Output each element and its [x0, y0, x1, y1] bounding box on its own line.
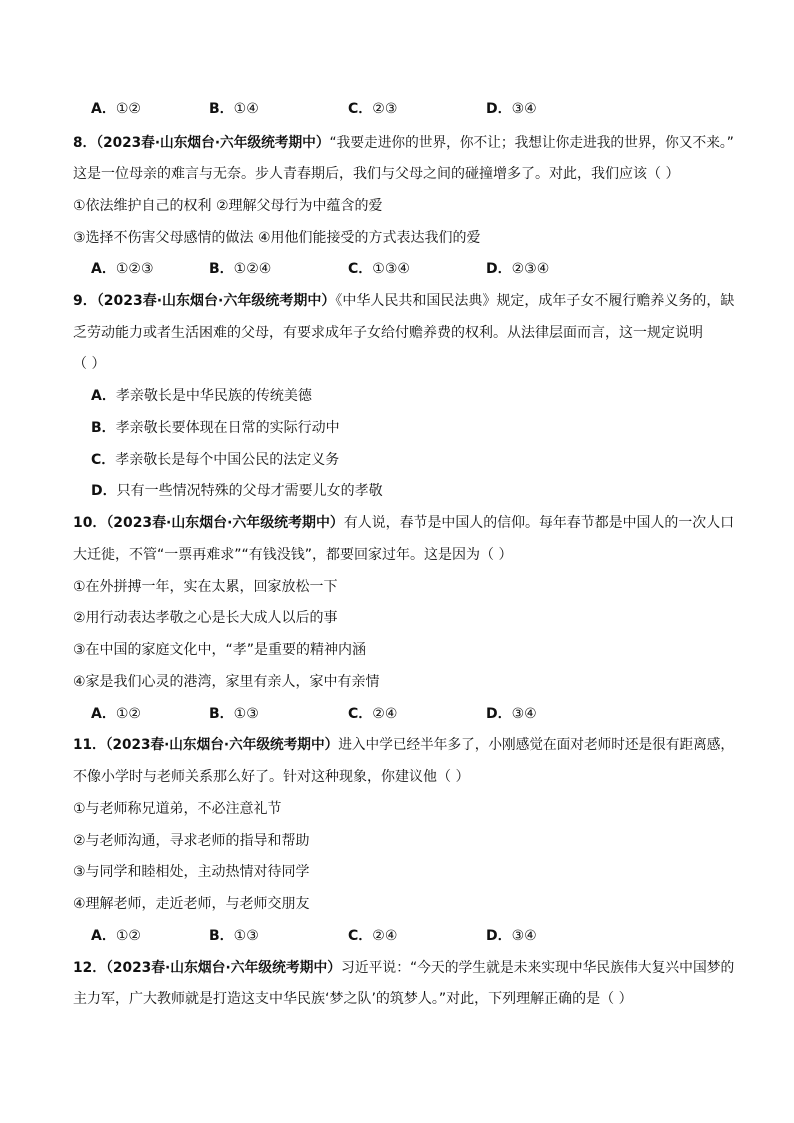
q9-option-a[interactable]: A．孝亲敬长是中华民族的传统美德 [91, 388, 312, 404]
q9-source: （2023春·山东烟台·六年级统考期中） [96, 293, 336, 309]
q7-options [0, 99, 794, 119]
q11-item-4: ④理解老师，走近老师，与老师交朋友 [73, 896, 310, 912]
q11-option-c[interactable]: C．②④ [348, 928, 398, 944]
q10-options [0, 704, 794, 724]
q8-number: 8． [73, 135, 97, 151]
q10-item-4: ④家是我们心灵的港湾，家里有亲人，家中有亲情 [73, 674, 380, 690]
q10-stem-line1: 10．（2023春·山东烟台·六年级统考期中）有人说，春节是中国人的信仰。每年春节都是中国人的一次人口 [73, 515, 735, 531]
q9-option-d[interactable]: D．只有一些情况特殊的父母才需要儿女的孝敬 [91, 483, 383, 499]
q10-option-d[interactable]: D．③④ [486, 706, 537, 722]
q11-source: （2023春·山东烟台·六年级统考期中） [105, 737, 339, 753]
q11-option-d[interactable]: D．③④ [486, 928, 537, 944]
q11-stem-line2: 不像小学时与老师关系那么好了。针对这种现象，你建议他（ ） [73, 769, 470, 785]
q11-number: 11． [73, 737, 106, 753]
q9-option-c[interactable]: C．孝亲敬长是每个中国公民的法定义务 [91, 452, 340, 468]
q10-option-b[interactable]: B．①③ [209, 706, 259, 722]
q8-stem-line1: 8．（2023春·山东烟台·六年级统考期中）“我要走进你的世界，你不让；我想让你走进我的世界，你又不来。” [73, 135, 734, 151]
q12-stem-line1: 12．（2023春·山东烟台·六年级统考期中）习近平说：“今天的学生就是未来实现中华民族伟大复兴中国梦的 [73, 960, 735, 976]
q12-number: 12． [73, 960, 106, 976]
q8-stem-line2: 这是一位母亲的难言与无奈。步人青春期后，我们与父母之间的碰撞增多了。对此，我们应该（ ） [73, 166, 680, 182]
q8-options [0, 259, 794, 279]
q8-option-b[interactable]: B．①②④ [209, 261, 272, 277]
q11-option-a[interactable]: A．①② [91, 928, 141, 944]
q9-answer-blank: （ ） [73, 356, 106, 372]
q11-options [0, 926, 794, 946]
q10-option-a[interactable]: A．①② [91, 706, 141, 722]
q11-stem-line1: 11．（2023春·山东烟台·六年级统考期中）进入中学已经半年多了，小刚感觉在面对老师时还是很有距离感， [73, 737, 735, 753]
q11-item-3: ③与同学和睦相处，主动热情对待同学 [73, 864, 310, 880]
q10-stem-line2: 大迁徙，不管“一票再难求”“有钱没钱”，都要回家过年。这是因为（ ） [73, 547, 513, 563]
q8-item-row1: ①依法维护自己的权利 ②理解父母行为中蕴含的爱 [73, 198, 383, 214]
q10-source: （2023春·山东烟台·六年级统考期中） [106, 515, 344, 531]
q7-option-b[interactable]: B．①④ [209, 101, 259, 117]
q12-stem-line2: 主力军，广大教师就是打造这支中华民族‘梦之队’的筑梦人。”对此，下列理解正确的是（ ） [73, 991, 633, 1007]
q10-item-2: ②用行动表达孝敬之心是长大成人以后的事 [73, 610, 338, 626]
q8-option-a[interactable]: A．①②③ [91, 261, 154, 277]
q9-option-b[interactable]: B．孝亲敬长要体现在日常的实际行动中 [91, 420, 340, 436]
q7-option-c[interactable]: C．②③ [348, 101, 398, 117]
q10-item-3: ③在中国的家庭文化中，“孝”是重要的精神内涵 [73, 642, 367, 658]
q9-number: 9． [73, 293, 97, 309]
q8-source: （2023春·山东烟台·六年级统考期中） [96, 135, 330, 151]
q10-number: 10． [73, 515, 107, 531]
q8-option-d[interactable]: D．②③④ [486, 261, 550, 277]
q11-option-b[interactable]: B．①③ [209, 928, 259, 944]
q11-item-2: ②与老师沟通，寻求老师的指导和帮助 [73, 833, 310, 849]
q11-item-1: ①与老师称兄道弟，不必注意礼节 [73, 801, 282, 817]
q8-option-c[interactable]: C．①③④ [348, 261, 410, 277]
q8-item-row2: ③选择不伤害父母感情的做法 ④用他们能接受的方式表达我们的爱 [73, 230, 481, 246]
q12-source: （2023春·山东烟台·六年级统考期中） [105, 960, 342, 976]
q7-option-d[interactable]: D．③④ [486, 101, 537, 117]
q10-option-c[interactable]: C．②④ [348, 706, 398, 722]
q9-stem-line1: 9．（2023春·山东烟台·六年级统考期中）《中华人民共和国民法典》规定，成年子女不履行赡养义务的，缺 [73, 293, 735, 309]
q7-option-a[interactable]: A．①② [91, 101, 141, 117]
q9-stem-line2: 乏劳动能力或者生活困难的父母，有要求成年子女给付赡养费的权利。从法律层面而言，这一规定说明 [73, 325, 703, 341]
q10-item-1: ①在外拼搏一年，实在太累，回家放松一下 [73, 579, 338, 595]
